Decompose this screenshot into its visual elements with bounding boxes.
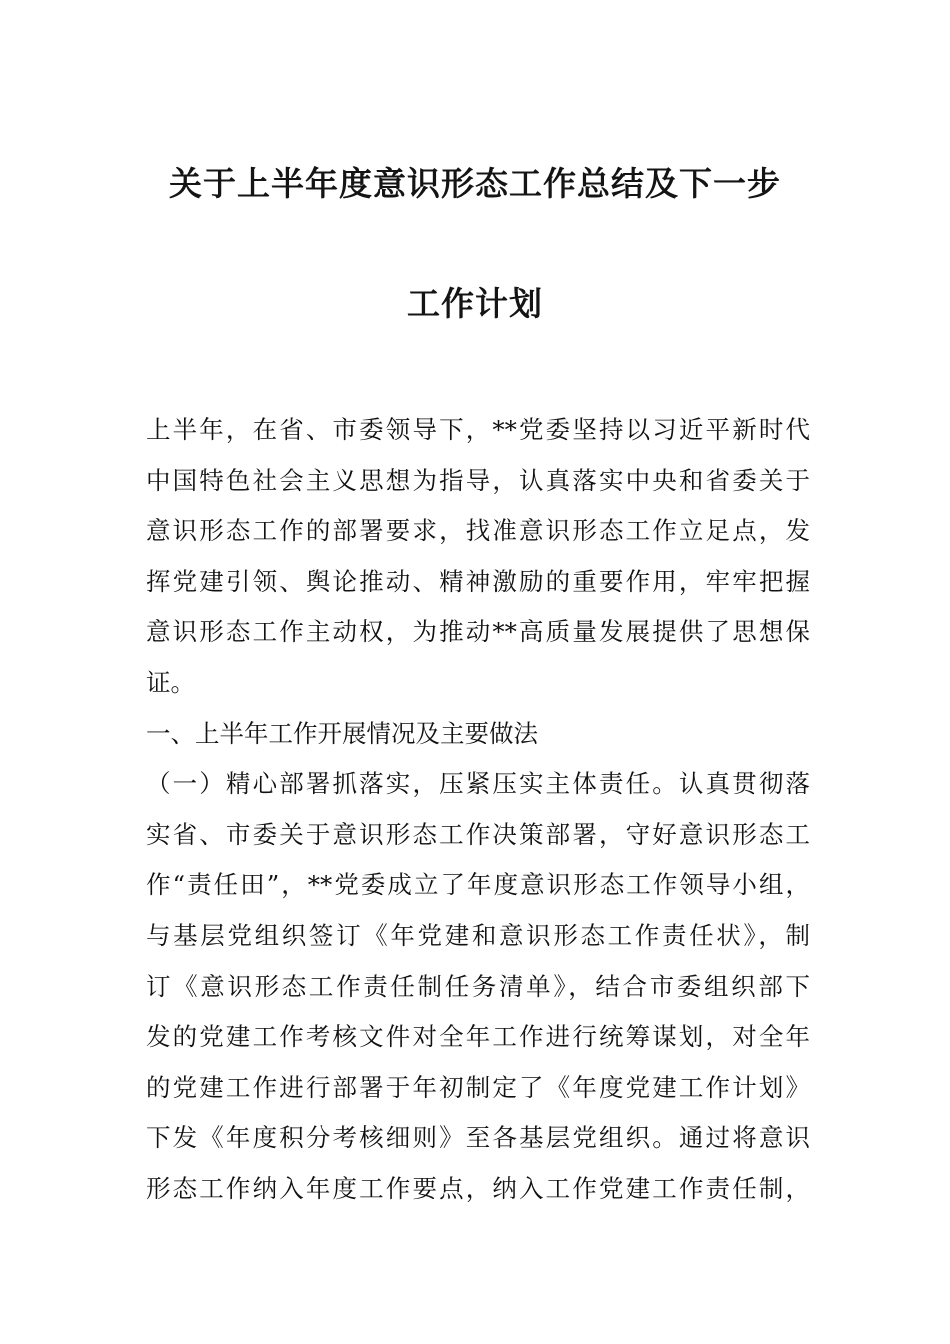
section-heading: 一、上半年工作开展情况及主要做法 — [146, 718, 538, 748]
document-title-line-2: 工作计划 — [407, 284, 543, 323]
body-line: 下发《年度积分考核细则》至各基层党组织。通过将意识 — [146, 1123, 810, 1153]
body-line: 实省、市委关于意识形态工作决策部署，守好意识形态工 — [146, 819, 810, 849]
document-title-line-1: 关于上半年度意识形态工作总结及下一步 — [169, 164, 781, 203]
body-line: 证。 — [146, 667, 195, 697]
body-line: 挥党建引领、舆论推动、精神激励的重要作用，牢牢把握 — [146, 566, 810, 596]
body-line: 形态工作纳入年度工作要点，纳入工作党建工作责任制， — [146, 1173, 810, 1203]
body-line: 订《意识形态工作责任制任务清单》，结合市委组织部下 — [146, 971, 810, 1001]
document-body — [146, 412, 810, 1222]
body-line: （一）精心部署抓落实，压紧压实主体责任。认真贯彻落 — [146, 769, 810, 799]
body-line: 发的党建工作考核文件对全年工作进行统筹谋划，对全年 — [146, 1022, 810, 1052]
body-line: 的党建工作进行部署于年初制定了《年度党建工作计划》 — [146, 1072, 810, 1102]
body-line: 与基层党组织签订《年党建和意识形态工作责任状》，制 — [146, 920, 810, 950]
body-line: 意识形态工作主动权，为推动**高质量发展提供了思想保 — [146, 617, 810, 647]
body-line: 上半年，在省、市委领导下，**党委坚持以习近平新时代 — [146, 415, 810, 444]
body-line: 作“责任田”，**党委成立了年度意识形态工作领导小组， — [146, 870, 810, 900]
body-line: 中国特色社会主义思想为指导，认真落实中央和省委关于 — [146, 465, 810, 495]
body-line: 意识形态工作的部署要求，找准意识形态工作立足点，发 — [146, 516, 810, 546]
